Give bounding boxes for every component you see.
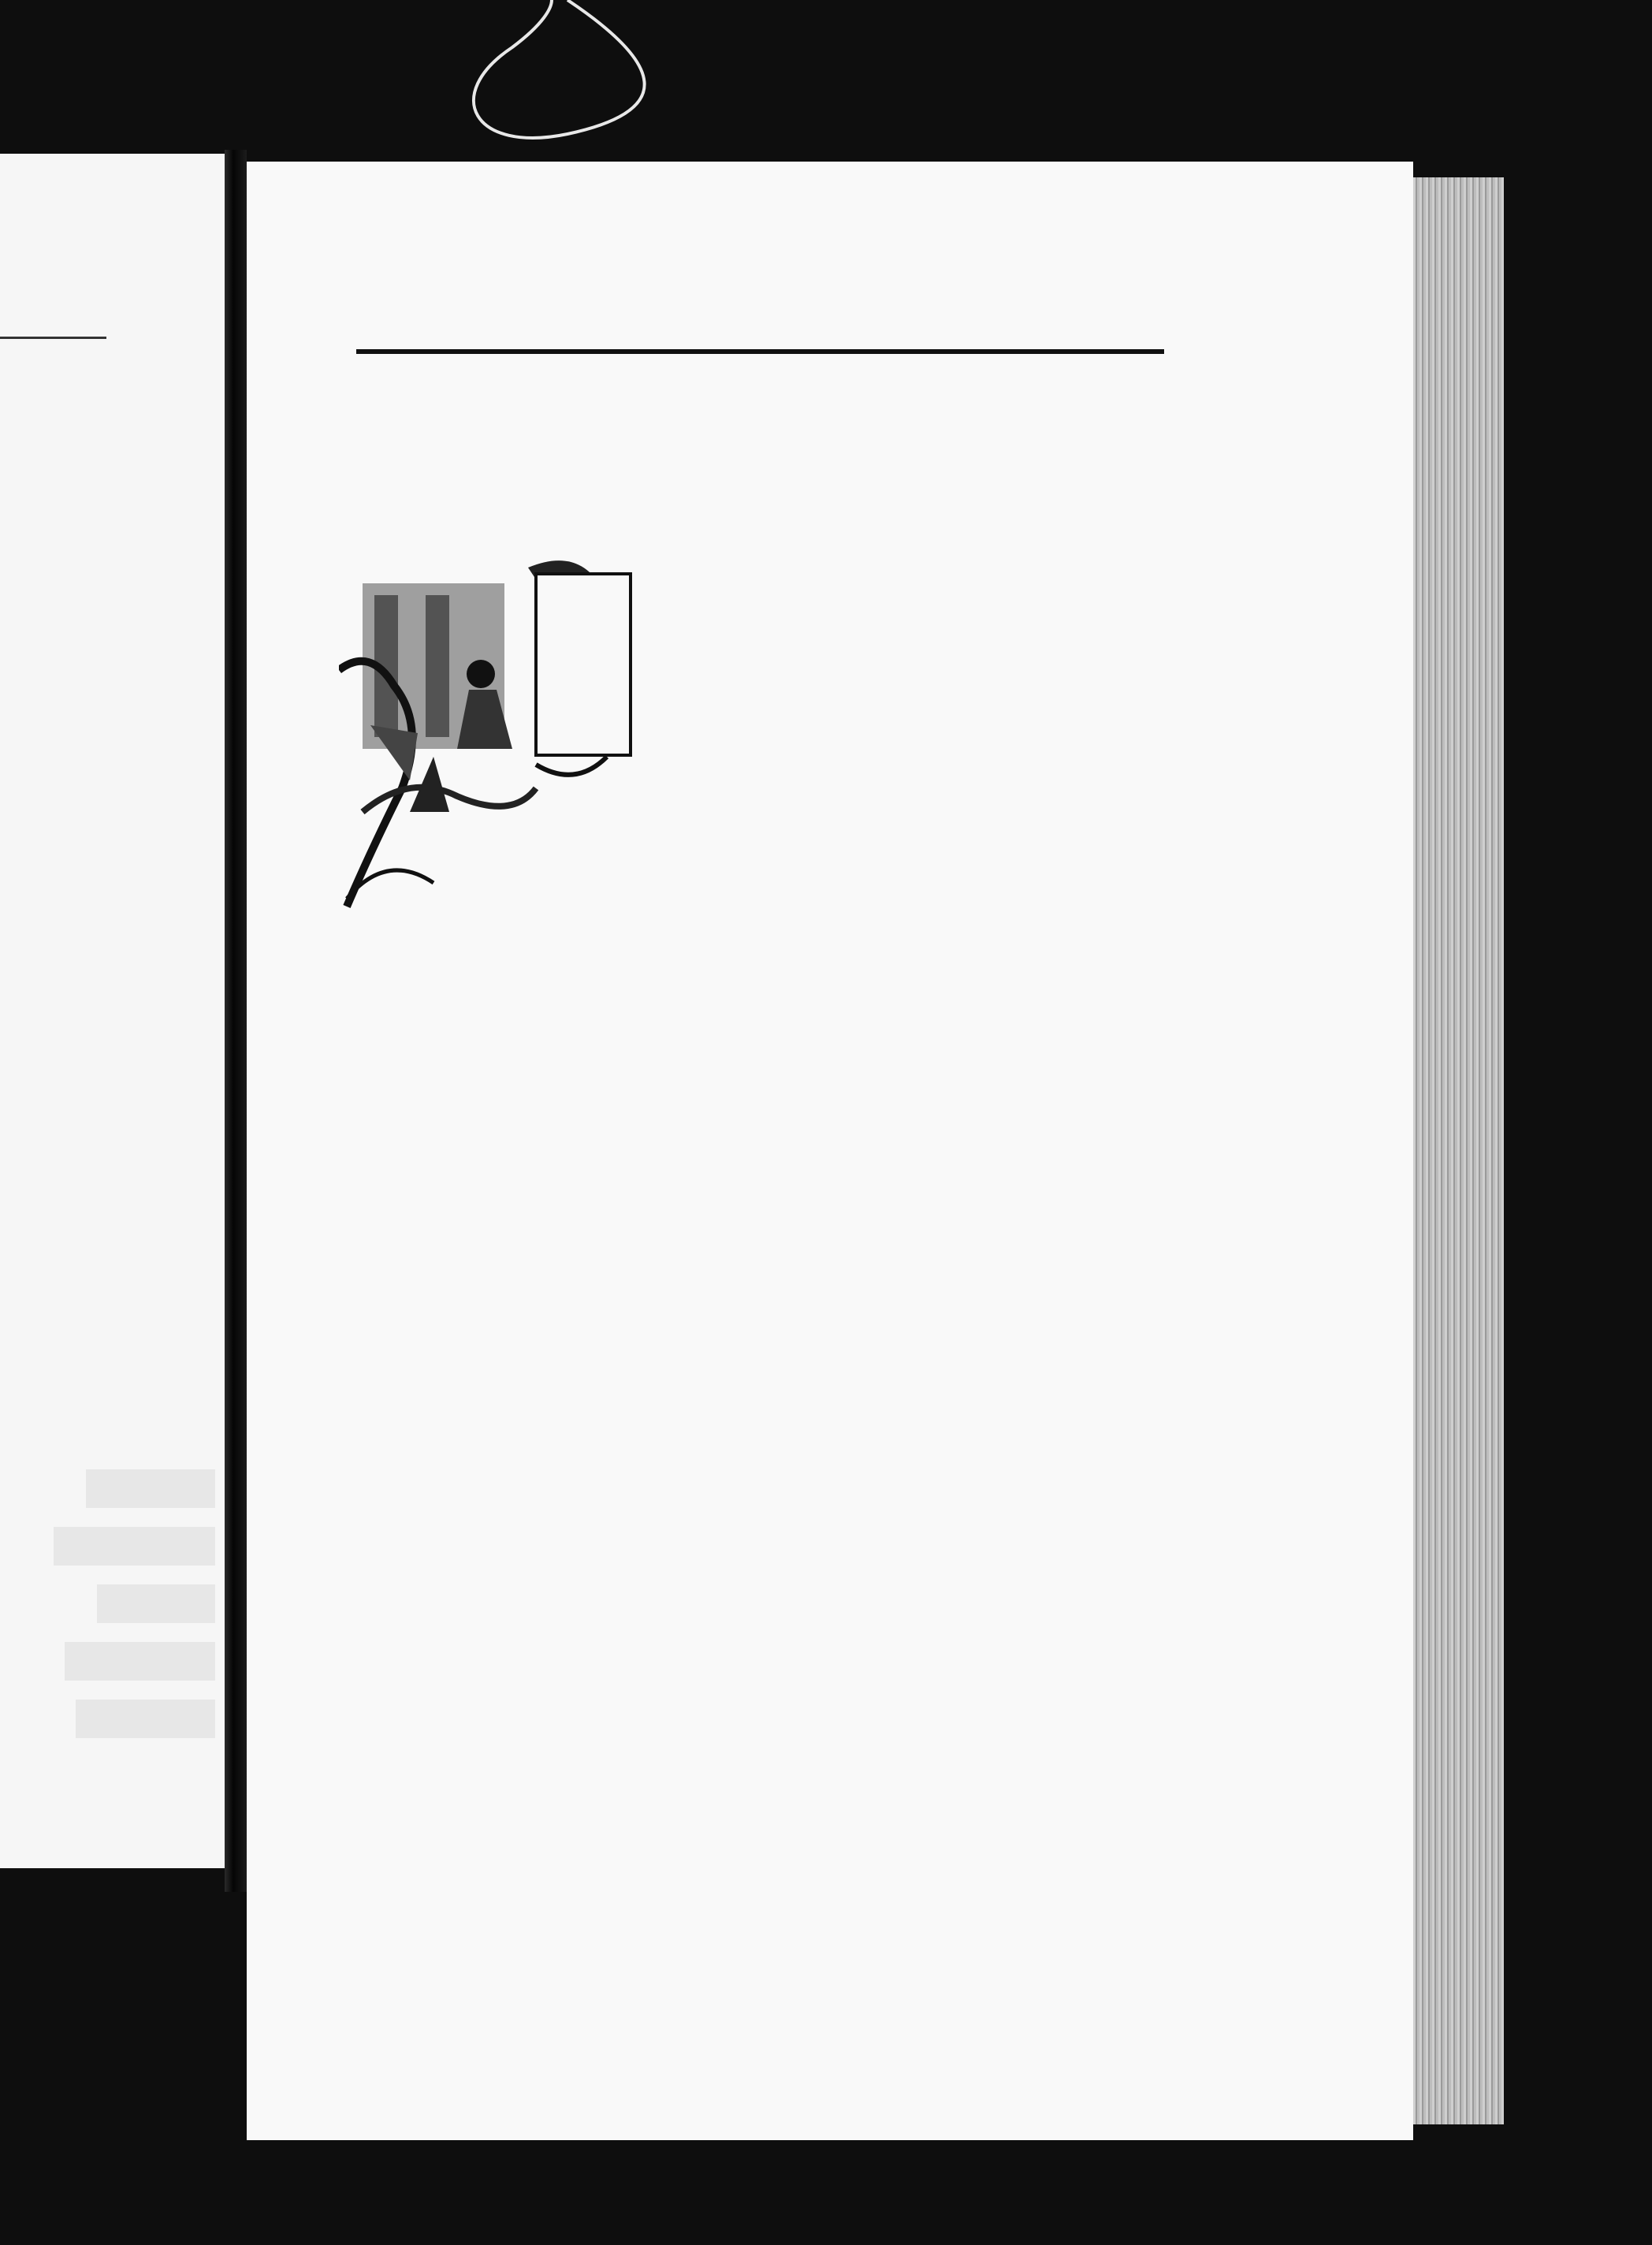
- wavy-rule-ornament: [351, 498, 1163, 522]
- left-page: [0, 154, 225, 1868]
- bookmark-string: [0, 0, 1652, 173]
- book-gutter: [225, 150, 247, 1892]
- right-page: [247, 162, 1413, 2140]
- page-block-edge: [1413, 177, 1504, 2124]
- header-rule: [0, 337, 106, 339]
- dropcap-illustration: [339, 552, 709, 922]
- top-fleuron-ornament: [356, 306, 1168, 361]
- show-through-text: [0, 1450, 215, 1738]
